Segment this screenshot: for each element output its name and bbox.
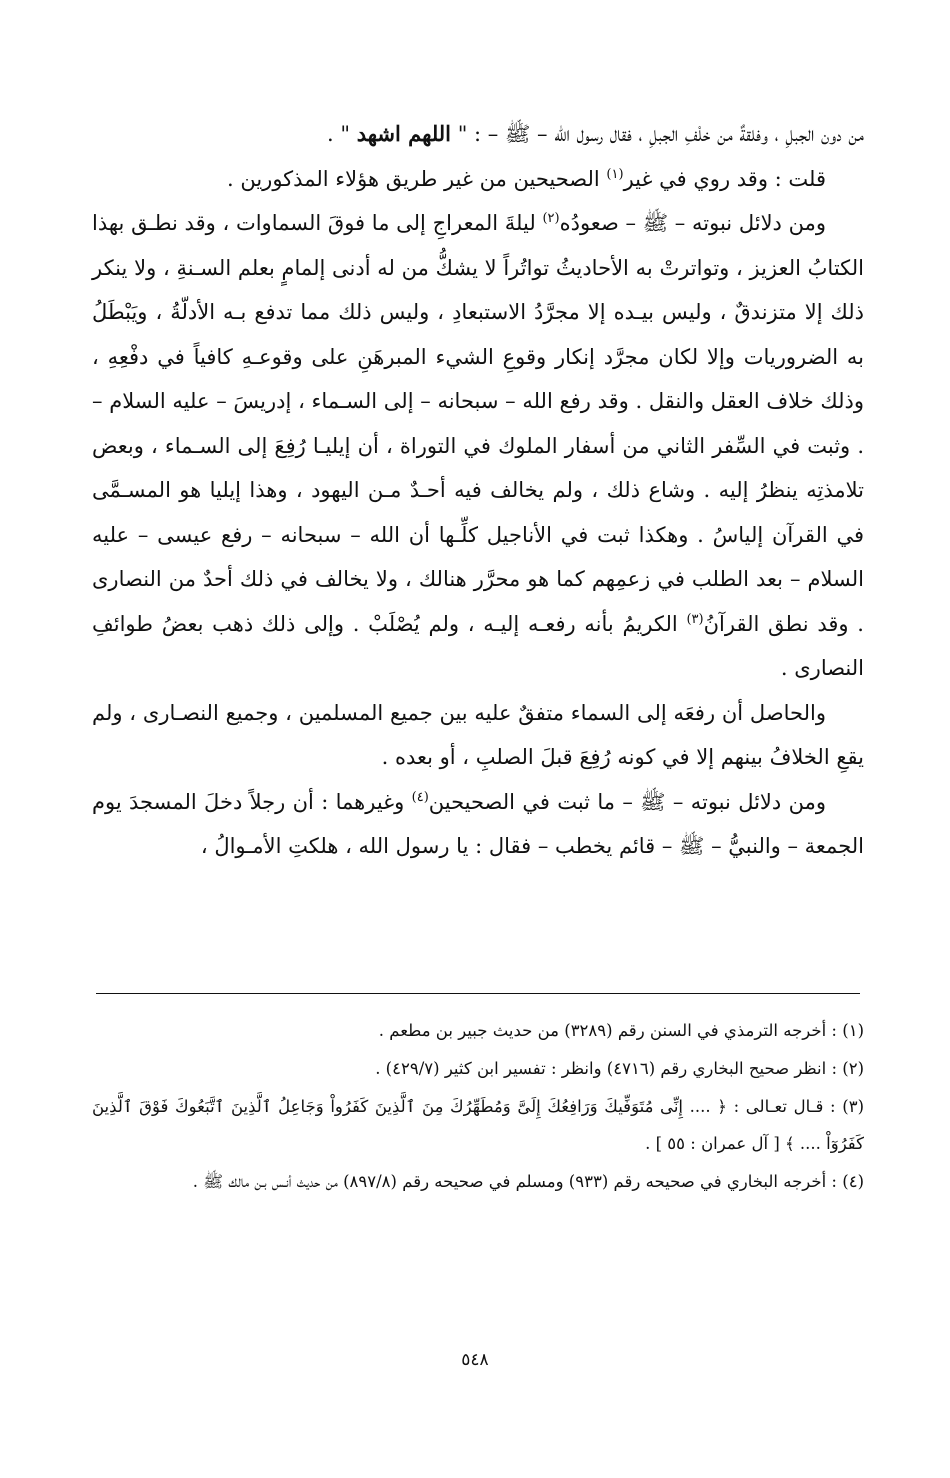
paragraph-2-text-a: قلت : وقد روي في غير bbox=[623, 166, 826, 191]
main-text bbox=[92, 112, 864, 869]
footnote-ref-2[interactable]: (٢) bbox=[542, 211, 560, 226]
footnotes bbox=[92, 1012, 864, 1201]
paragraph-5-text-b: وغيرهما : أن رجلاً دخلَ المسجدَ يوم الجمعة – والنبيُّ – ﷺ – قائم يخطب – فقال : يا رسول الله ، هلكتِ الأمـوالُ ، bbox=[92, 789, 864, 858]
paragraph-2-text-b: الصحيحين من غير طريق هؤلاء المذكورين . bbox=[227, 166, 600, 191]
paragraph-3-text-b: ليلةَ المعراجِ إلى ما فوقَ السماوات ، وقد نطـق بهذا الكتابُ العزيز ، وتواترتْ به الأحاديثُ تواتُراً لا يشكُّ من له أدنى إلمامٍ بعلم السـنةِ ، ولا ينكر ذلك إلا متزندقٌ ، وليس بيـده إلا مجرَّدُ الاستبعادِ ، وليس ذلك مما تدفع بـه الأدلّةُ ، ويَبْطَلُ به الضروريات وإلا لكان مجرَّد إنكار وقوعِ الشيء المبرهَنِ على وقوعـهِ كافياً في دفْعِهِ ، وذلك خلاف العقل والنقل . وقد رفع الله – سبحانه – إلى السـماء ، إدريسَ – عليه السلام – . وثبت في السِّفر الثاني من أسفار الملوك في التوراة ، أن إيليـا رُفِعَ إلى السـماء ، وبعض تلامذتِه ينظرُ إليه . وشاع ذلك ، ولم يخالف فيه أحـدٌ مـن اليهود ، وهذا إيليا هو المسـمَّى في القرآن إلياسُ . وهكذا ثبت في الأناجيل كلِّـها أن الله – سبحانه – رفع عيسى – عليه السلام – بعد الطلب في زعمِهم كما هو محرَّر هنالك ، ولا يخالف في ذلك أحدٌ من النصارى . وقد نطق القرآنُ bbox=[92, 211, 864, 636]
footnote-divider bbox=[96, 993, 860, 994]
footnote-4: (٤) : أخرجه البخاري في صحيحه رقم (٩٣٣) ومسلم في صحيحه رقم (٨٩٧/٨) من حديث أنـس بـن مالك ﷺ . bbox=[192, 1172, 864, 1191]
paragraph-3 bbox=[92, 201, 864, 691]
paragraph-5-text-a: ومن دلائل نبوته – ﷺ – ما ثبت في الصحيحين bbox=[428, 789, 826, 814]
paragraph-4 bbox=[92, 691, 864, 780]
page-number: ٥٤٨ bbox=[461, 1350, 489, 1370]
footnote-3: (٣) : قـال تعـالى : ﴿ .... إِنِّى مُتَوَفِّيكَ وَرَافِعُكَ إِلَىَّ وَمُطَهِّرُكَ مِنَ ٱلَّذِينَ كَفَرُواْ وَجَاعِلُ ٱلَّذِينَ ٱتَّبَعُوكَ فَوْقَ ٱلَّذِينَ كَفَرُوٓاْ .... ﴾ [ آل عمران : ٥٥ ] . bbox=[92, 1097, 864, 1153]
paragraph-1-end: " . bbox=[327, 122, 351, 146]
footnote-2: (٢) : انظر صحيح البخاري رقم (٤٧١٦) وانظر : تفسير ابن كثير (٤٢٩/٧) . bbox=[375, 1059, 864, 1078]
footnote-ref-3[interactable]: (٣) bbox=[686, 611, 704, 627]
paragraph-1 bbox=[92, 112, 864, 157]
paragraph-4-text: والحاصل أن رفعَه إلى السماء متفقٌ عليه بين جميع المسلمين ، وجميع النصـارى ، ولم يقعِ الخلافُ بينهم إلا في كونه رُفِعَ قبلَ الصلبِ ، أو بعده . bbox=[92, 700, 864, 769]
footnote-ref-4[interactable]: (٤) bbox=[411, 789, 429, 805]
footnote-ref-1[interactable]: (١) bbox=[606, 166, 624, 182]
paragraph-3-text-c: الكريمُ بأنه رفعـه إليـه ، ولم يُصْلَبْ . وإلى ذلك ذهب بعضُ طوائفِ النصارى . bbox=[92, 611, 864, 680]
paragraph-2 bbox=[92, 157, 864, 202]
paragraph-3-text-a: ومن دلائل نبوته – ﷺ – صعودُه bbox=[559, 211, 826, 235]
bold-phrase: اللهم اشهد bbox=[356, 121, 452, 146]
paragraph-5 bbox=[92, 780, 864, 869]
footnote-1: (١) : أخرجه الترمذي في السنن رقم (٣٢٨٩) من حديث جبير بن مطعم . bbox=[378, 1021, 864, 1040]
paragraph-1-text: من دون الجبلِ ، وفلقةٌ من خلْفِ الجبلِ ، فقال رسول الله – ﷺ – : " bbox=[457, 122, 864, 146]
